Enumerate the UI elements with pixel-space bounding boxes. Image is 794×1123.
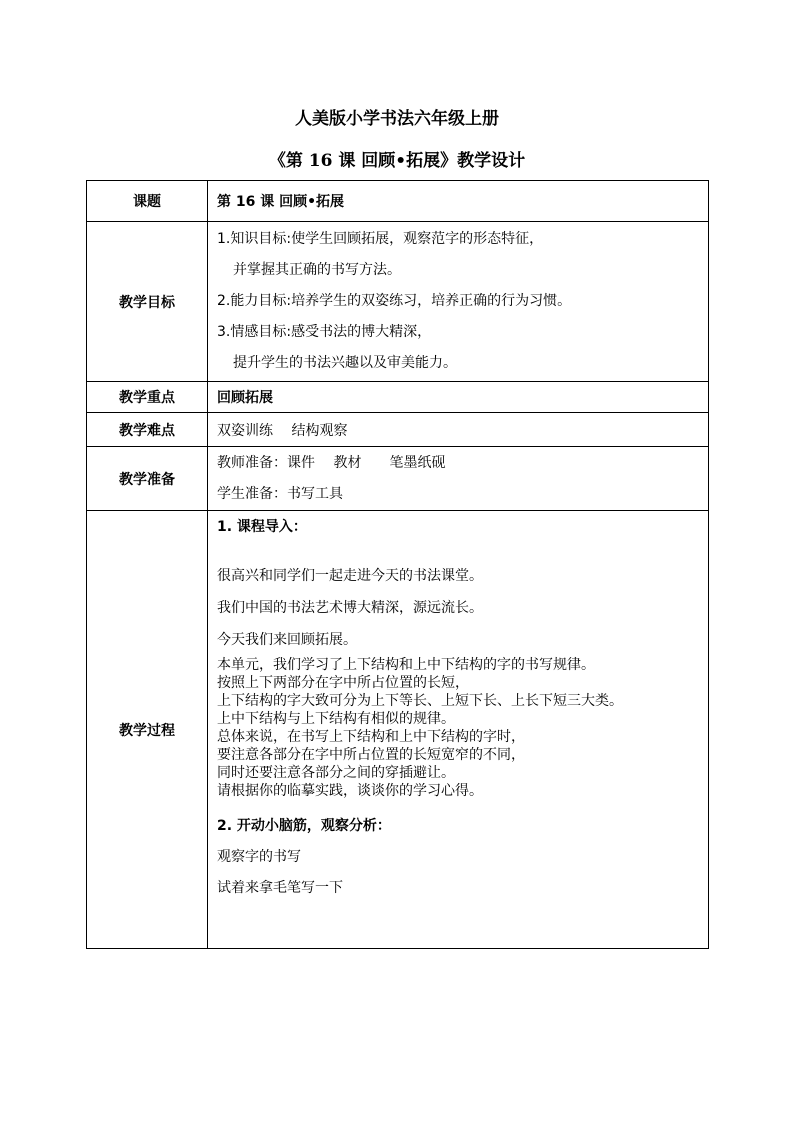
label-process: 教学过程 [87, 511, 208, 949]
tail-line: 观察字的书写 [217, 849, 301, 865]
value-goals [208, 222, 709, 382]
document-title: 人美版小学书法六年级上册 [295, 109, 499, 129]
tail-line: 试着来拿毛笔写一下 [217, 880, 343, 896]
row-goals [87, 222, 709, 382]
row-difficulty [87, 413, 709, 447]
value-process [208, 511, 709, 949]
label-goals: 教学目标 [87, 222, 208, 382]
goal-line: 并掌握其正确的书写方法。 [233, 262, 401, 278]
lesson-plan-table [86, 180, 709, 949]
section-heading: 1. 课程导入： [217, 519, 307, 535]
spacer [217, 800, 708, 811]
value-key-point: 回顾拓展 [208, 382, 709, 413]
label-key-point: 教学重点 [87, 382, 208, 413]
goal-line: 1.知识目标:使学生回顾拓展，观察范字的形态特征， [217, 231, 544, 247]
value-preparation [208, 447, 709, 511]
section-heading: 2. 开动小脑筋，观察分析： [217, 818, 391, 834]
body-line: 上中下结构与上下结构有相似的规律。 [217, 711, 455, 727]
goal-line: 提升学生的书法兴趣以及审美能力。 [233, 355, 457, 371]
document-subtitle: 《第 16 课 回顾•拓展》教学设计 [268, 151, 526, 171]
label-difficulty: 教学难点 [87, 413, 208, 447]
body-line: 总体来说，在书写上下结构和上中下结构的字时， [217, 729, 525, 745]
body-line: 上下结构的字大致可分为上下等长、上短下长、上长下短三大类。 [217, 693, 623, 709]
teacher-prep: 教师准备：课件 教材 笔墨纸砚 [217, 454, 446, 471]
row-preparation [87, 447, 709, 511]
topic-text: 第 16 课 回顾•拓展 [217, 194, 345, 210]
row-topic [87, 181, 709, 222]
value-topic [208, 181, 709, 222]
spacer [217, 543, 708, 560]
body-line: 本单元，我们学习了上下结构和上中下结构的字的书写规律。 [217, 657, 595, 673]
intro-line: 很高兴和同学们一起走进今天的书法课堂。 [217, 568, 483, 584]
body-line: 请根据你的临摹实践，谈谈你的学习心得。 [217, 783, 483, 799]
body-line: 要注意各部分在字中所占位置的长短宽窄的不同， [217, 747, 525, 763]
goal-line: 2.能力目标:培养学生的双姿练习，培养正确的行为习惯。 [217, 293, 572, 309]
value-difficulty: 双姿训练 结构观察 [208, 413, 709, 447]
row-key-point [87, 382, 709, 413]
student-prep: 学生准备：书写工具 [217, 485, 343, 502]
label-topic: 课题 [87, 181, 208, 222]
body-line: 同时还要注意各部分之间的穿插避让。 [217, 765, 455, 781]
intro-line: 我们中国的书法艺术博大精深，源远流长。 [217, 600, 483, 616]
body-line: 按照上下两部分在字中所占位置的长短， [217, 675, 469, 691]
label-preparation: 教学准备 [87, 447, 208, 511]
intro-line: 今天我们来回顾拓展。 [217, 632, 357, 648]
row-process [87, 511, 709, 949]
goal-line: 3.情感目标:感受书法的博大精深， [217, 324, 432, 340]
